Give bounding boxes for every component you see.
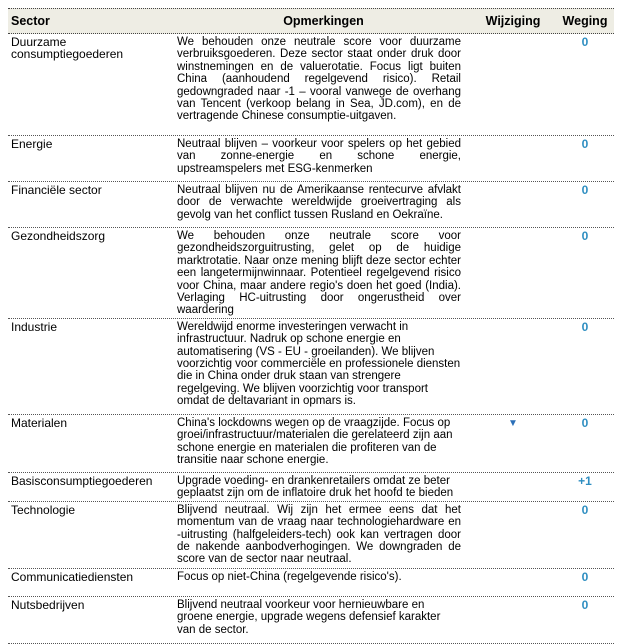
- weight-value: 0: [581, 137, 589, 151]
- table-row-gezondheidszorg: [8, 228, 614, 319]
- sector-remarks: China's lockdowns wegen op de vraagzijde. Focus op groei/infrastructuur/materialen die gerelateerd zijn aan schone energie en materialen die profiteren van de transitie naar schone energie.: [177, 416, 453, 467]
- weight-value: 0: [581, 35, 589, 49]
- table-row-basisconsumptiegoederen: [8, 473, 614, 502]
- change-cell: [470, 571, 556, 595]
- column-header-wijziging: Wijziging: [485, 14, 541, 28]
- weight-value: 0: [581, 319, 589, 334]
- weight-value: 0: [581, 229, 589, 243]
- column-header-sector: Sector: [11, 14, 50, 28]
- sector-remarks: Neutraal blijven – voorkeur voor spelers op het gebied van zonne-energie en schone energie, upstreamspelers met ESG-kenmerken: [177, 138, 461, 175]
- down-arrow-icon: ▼: [508, 417, 518, 429]
- sector-name: Nutsbedrijven: [11, 597, 85, 612]
- weight-value: 0: [581, 597, 589, 612]
- change-cell: [470, 599, 556, 642]
- change-cell: [470, 230, 556, 317]
- change-cell: [470, 36, 556, 134]
- weight-value: 0: [581, 502, 589, 517]
- column-header-opmerkingen: Opmerkingen: [283, 14, 364, 28]
- table-row-duurzame-consumptiegoederen: [8, 34, 614, 136]
- sector-name: Financiële sector: [11, 183, 102, 197]
- weight-value: +1: [578, 473, 592, 488]
- sector-name: Basisconsumptiegoederen: [11, 473, 153, 488]
- table-header-row: [8, 8, 614, 34]
- table-row-materialen: [8, 415, 614, 473]
- sector-name: Materialen: [11, 415, 68, 430]
- sector-remarks: We behouden onze neutrale score voor gezondheidszorguitrusting, gelet op de huidige marktrotatie. Naar onze mening blijft deze sector echter een langetermijnwinnaar. Potentieel regelgevend risico voor China, maar andere regio's doen het goed (India). Verlaging HC-uitrusting door ongerustheid over waardering: [177, 230, 461, 317]
- change-cell: [470, 138, 556, 180]
- weight-value: 0: [581, 569, 589, 584]
- sector-weighting-table: [8, 8, 614, 644]
- table-row-communicatiediensten: [8, 569, 614, 597]
- table-row-financiele-sector: [8, 182, 614, 228]
- sector-name: Communicatiediensten: [11, 569, 134, 584]
- sector-remarks: Blijvend neutraal voorkeur voor hernieuwbare en groene energie, upgrade wegens defensief karakter van de sector.: [177, 598, 441, 636]
- sector-remarks: Focus op niet-China (regelgevende risico's).: [177, 570, 402, 583]
- sector-name: Duurzame consumptiegoederen: [11, 35, 124, 62]
- sector-remarks: Blijvend neutraal. Wij zijn het ermee eens dat het momentum van de vraag naar technologiehardware en -uitrusting (halfgeleiders-tech) ook kan vertragen door de nakende aanbodverhogingen. We downgraden de score van de sector naar neutraal.: [177, 503, 461, 566]
- sector-remarks: Upgrade voeding- en drankenretailers omdat ze beter geplaatst zijn om de inflatoire druk het hoofd te bieden: [177, 474, 454, 500]
- table-row-nutsbedrijven: [8, 597, 614, 644]
- change-cell: [470, 184, 556, 226]
- sector-name: Industrie: [11, 319, 58, 334]
- weight-value: 0: [581, 183, 589, 197]
- change-cell: [470, 321, 556, 413]
- change-cell: [470, 475, 556, 500]
- sector-remarks: Neutraal blijven nu de Amerikaanse rentecurve afvlakt door de verwachte wereldwijde groeivertraging als gevolg van het conflict tussen Rusland en Oekraïne.: [177, 184, 461, 221]
- sector-name: Technologie: [11, 502, 76, 517]
- sector-remarks: Wereldwijd enorme investeringen verwacht in infrastructuur. Nadruk op schone energie en automatisering (VS - EU - groeilanden). We blijven voorzichtig voor commerciële en professionele diensten die in China onder druk staan van strengere regelgeving. We blijven voorzichtig voor transport omdat de deltavariant in opmars is.: [177, 320, 461, 408]
- sector-name: Gezondheidszorg: [11, 229, 106, 243]
- table-row-industrie: [8, 319, 614, 415]
- sector-remarks: We behouden onze neutrale score voor duurzame verbruiksgoederen. Deze sector staat onder druk door winstnemingen en de valuerotatie. Focus ligt buiten China (aanhoudend regelgevend risico). Retail gedowngraded naar -1 – vooral vanwege de overhang van Tencent (verkoop belang in Sea, JD.com), en de vertragende Chinese consumptie-uitgaven.: [177, 36, 461, 123]
- table-row-technologie: [8, 502, 614, 569]
- sector-name: Energie: [11, 137, 53, 151]
- change-cell: [470, 504, 556, 567]
- table-row-energie: [8, 136, 614, 182]
- weight-value: 0: [581, 415, 589, 430]
- column-header-weging: Weging: [562, 14, 608, 28]
